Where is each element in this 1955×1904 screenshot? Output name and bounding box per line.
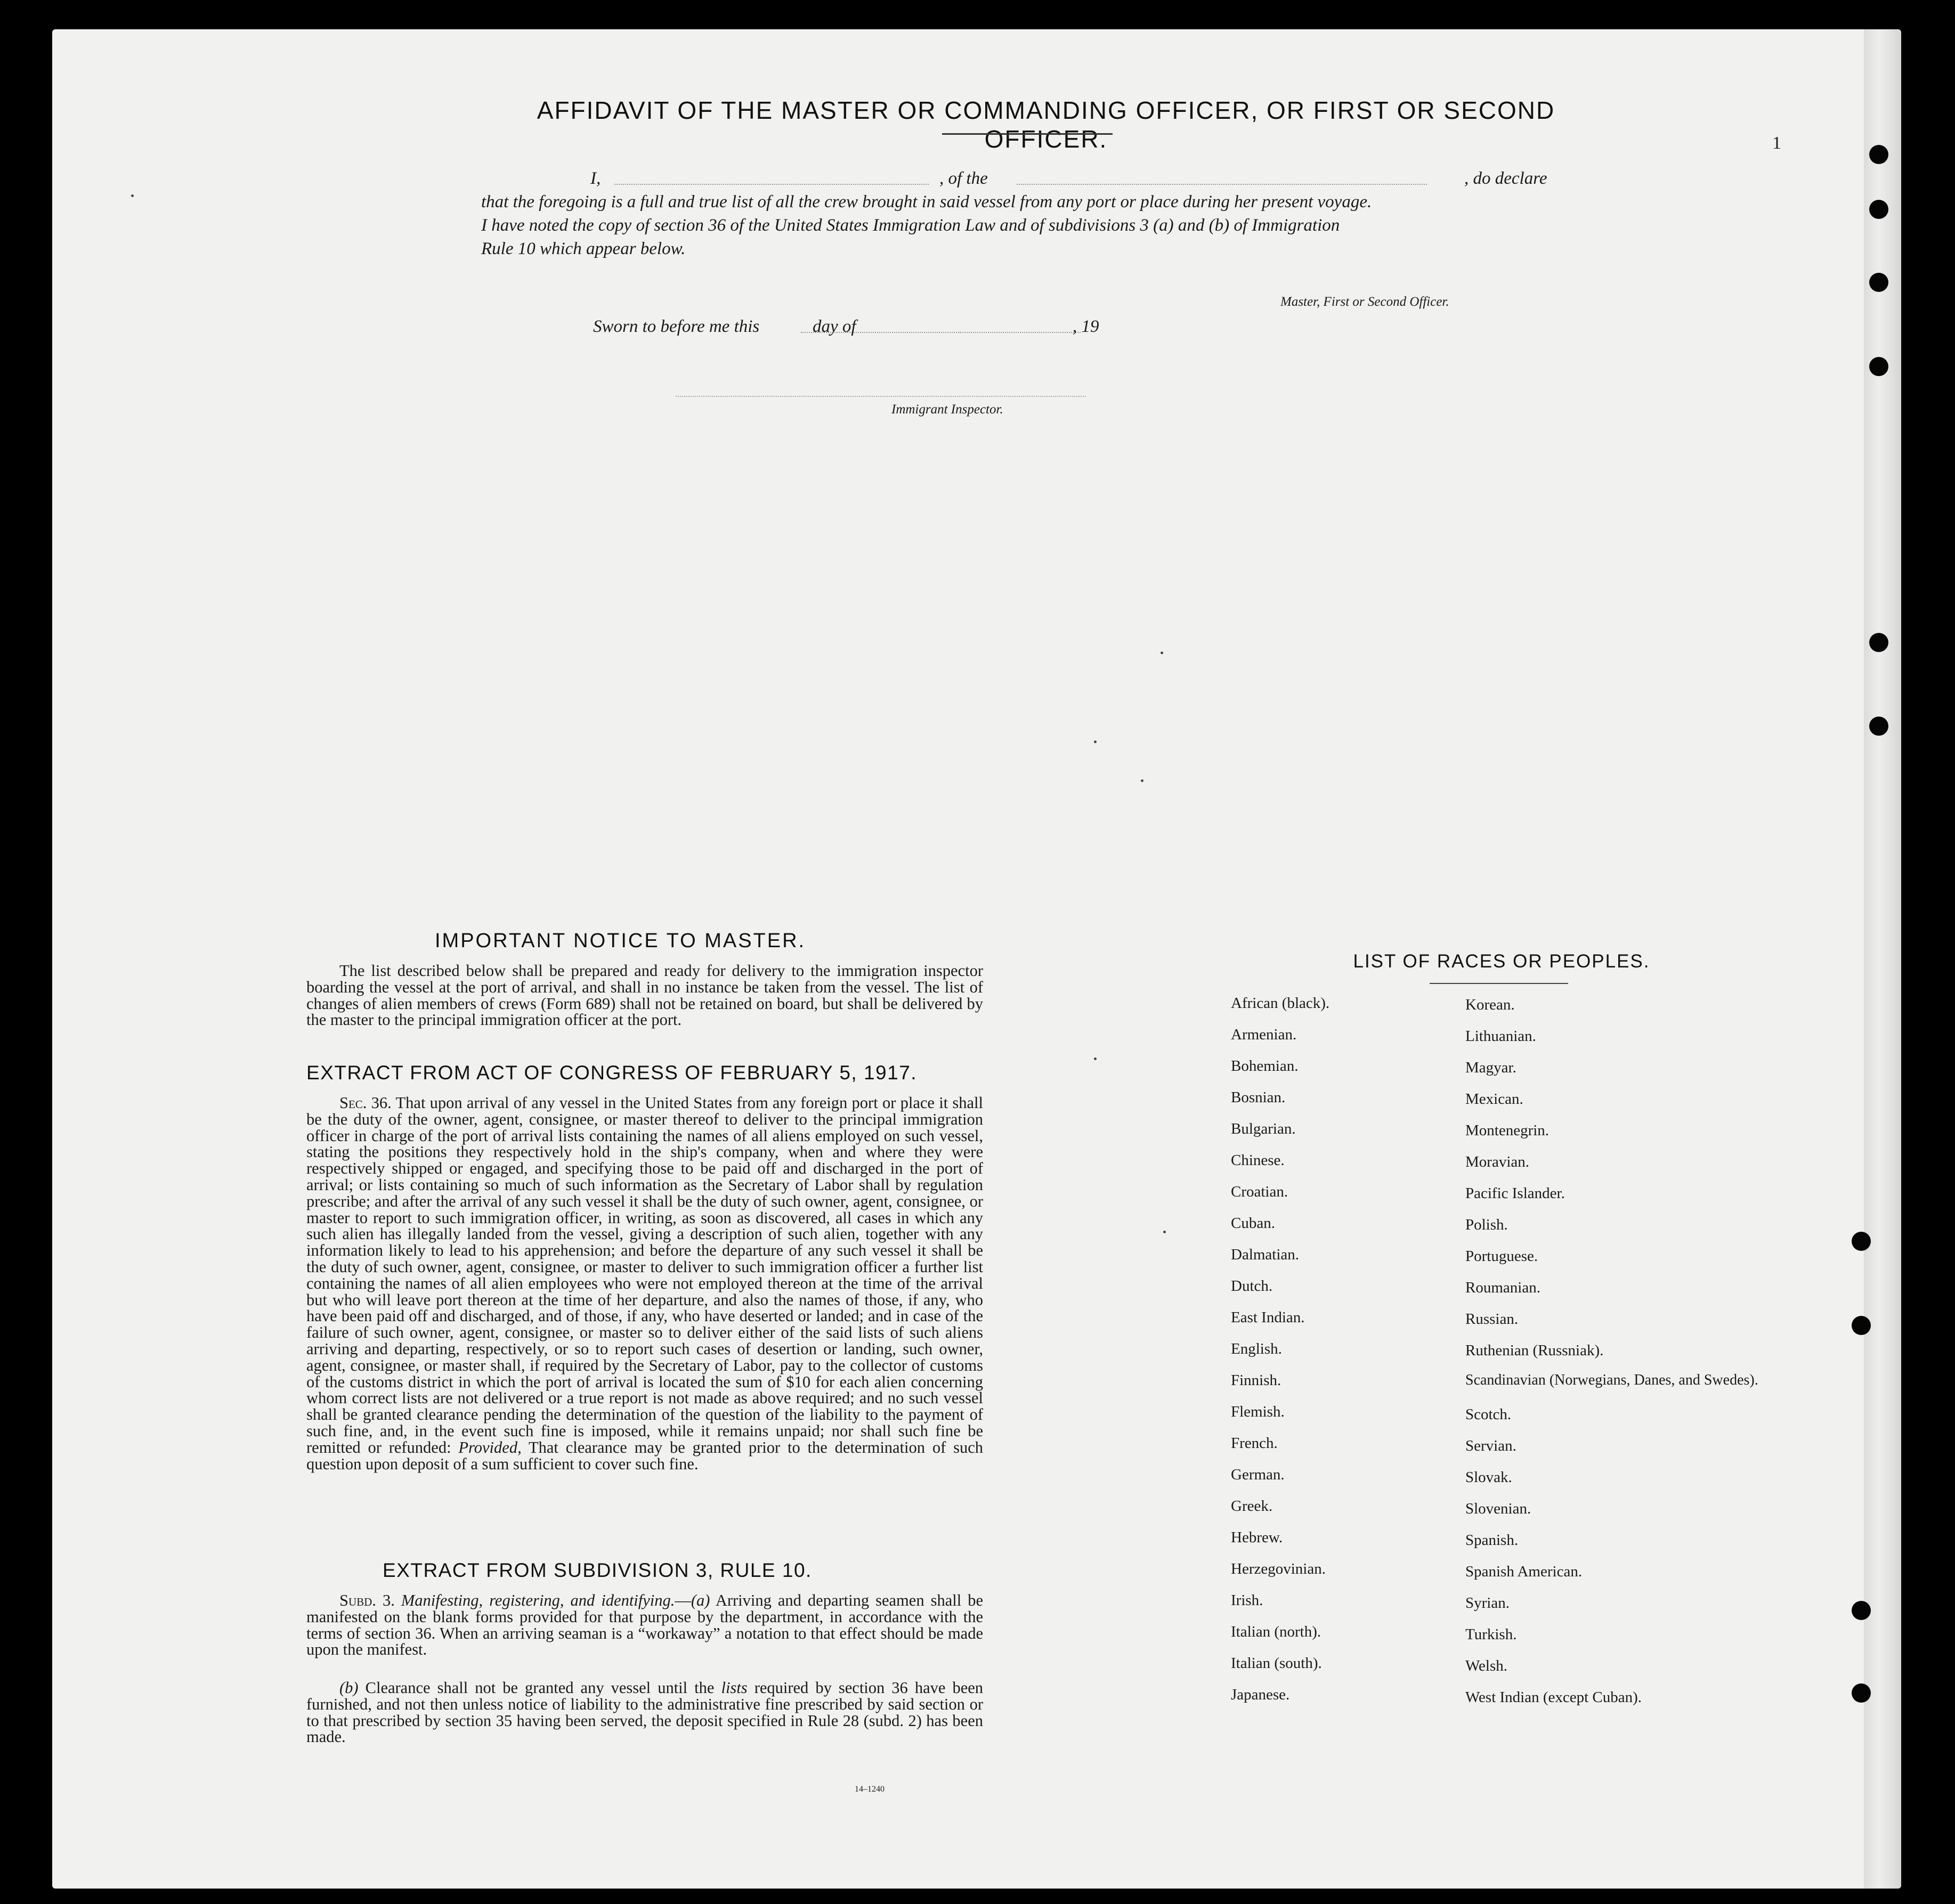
stray-mark — [1141, 779, 1143, 782]
race-item: Turkish. — [1465, 1626, 1517, 1643]
para-b-pre: Clearance shall not be granted any vessel until the — [365, 1679, 715, 1697]
race-item: East Indian. — [1231, 1309, 1305, 1326]
race-item: Slovak. — [1465, 1469, 1512, 1486]
race-item: Lithuanian. — [1465, 1028, 1536, 1045]
race-item: Italian (south). — [1231, 1655, 1322, 1672]
race-item: Japanese. — [1231, 1686, 1290, 1703]
punch-hole — [1852, 1683, 1871, 1703]
act-extract-text — [306, 1095, 983, 1472]
form-number: 14–1240 — [855, 1785, 885, 1794]
notice-text: The list described below shall be prepared and ready for delivery to the immigration inspector boarding the vessel at the port of arrival, and shall in no instance be taken from the vessel. The list of changes of alien members of crews (Form 689) shall not be retained on board, but shall be delivered by the master to the principal immigration officer at the port. — [306, 962, 983, 1029]
punch-hole — [1869, 717, 1888, 736]
race-item: Bohemian. — [1231, 1057, 1299, 1075]
race-item: Flemish. — [1231, 1403, 1285, 1420]
race-item: French. — [1231, 1435, 1278, 1452]
stray-mark — [1163, 1231, 1166, 1233]
race-item: Croatian. — [1231, 1183, 1288, 1200]
month-blank — [873, 332, 1081, 333]
punch-hole — [1869, 633, 1888, 652]
subd-heading: Manifesting, registering, and identifying. — [401, 1591, 675, 1609]
stray-mark — [1161, 652, 1163, 654]
i-label: I, — [590, 169, 601, 188]
race-item: Ruthenian (Russniak). — [1465, 1342, 1604, 1359]
race-item: Dalmatian. — [1231, 1246, 1300, 1263]
punch-hole — [1869, 200, 1888, 219]
section-label: Sec. 36. — [339, 1094, 392, 1112]
race-item: Herzegovinian. — [1231, 1560, 1326, 1577]
notice-title: IMPORTANT NOTICE TO MASTER. — [435, 930, 806, 952]
races-title: LIST OF RACES OR PEOPLES. — [1353, 951, 1650, 972]
day-of-label: day of — [813, 317, 856, 336]
name-blank — [614, 184, 929, 185]
rule-para-b — [306, 1680, 983, 1745]
para-b-post: required by section 36 have been furnished, and not then unless notice of liability to the administrative fine prescribed by said section or to that prescribed by section 35 having been served, the deposit specified in Rule 28 (subd. 2) has been made. — [306, 1679, 984, 1746]
race-item: Scandinavian (Norwegians, Danes, and Swedes). — [1465, 1372, 1758, 1388]
stray-mark — [1094, 741, 1097, 743]
document-page — [52, 29, 1901, 1889]
year-label: , 19 — [1073, 317, 1099, 336]
race-item: Portuguese. — [1465, 1248, 1538, 1265]
races-left-column — [1231, 995, 1329, 1718]
race-item: English. — [1231, 1340, 1282, 1357]
of-the-label: , of the — [939, 169, 988, 188]
race-item: Cuban. — [1231, 1215, 1275, 1232]
race-item: Irish. — [1231, 1592, 1263, 1609]
race-item: African (black). — [1231, 995, 1330, 1012]
master-signature-label: Master, First or Second Officer. — [1280, 295, 1449, 309]
race-item: Magyar. — [1465, 1059, 1516, 1076]
para-a-text: Arriving and departing seamen shall be manifested on the blank forms provided for that purpose by the department, in accordance with the terms of section 36. When an arriving seaman is a “workaway” a notation to that effect should be made upon the manifest. — [306, 1591, 983, 1659]
punch-hole — [1869, 145, 1888, 164]
races-right-column — [1465, 996, 1758, 1720]
rule-extract-title: EXTRACT FROM SUBDIVISION 3, RULE 10. — [383, 1559, 812, 1581]
race-item: Slovenian. — [1465, 1500, 1531, 1517]
inspector-blank — [676, 396, 1086, 397]
race-item: Polish. — [1465, 1216, 1508, 1233]
race-item: Greek. — [1231, 1498, 1273, 1515]
para-b-lists: lists — [721, 1679, 748, 1697]
punch-hole — [1852, 1232, 1871, 1251]
section-text-end: That clearance may be granted prior to the determination of such question upon deposit of a sum sufficient to cover such fine. — [306, 1438, 984, 1473]
race-item: Dutch. — [1231, 1278, 1273, 1295]
affidavit-title: AFFIDAVIT OF THE MASTER OR COMMANDING OFFICER, OR FIRST OR SECOND OFFICER. — [537, 96, 1555, 153]
affidavit-line-2: that the foregoing is a full and true list of all the crew brought in said vessel from any port or place during her present voyage. — [481, 192, 1372, 211]
race-item: Roumanian. — [1465, 1279, 1540, 1296]
stray-mark — [1094, 1057, 1097, 1060]
provided-label: Provided, — [458, 1438, 522, 1457]
races-rule — [1430, 983, 1568, 984]
stray-mark — [131, 194, 134, 197]
race-item: German. — [1231, 1466, 1285, 1483]
bleed-through — [1773, 29, 1848, 59]
page-number: 1 — [1772, 133, 1781, 153]
race-item: Armenian. — [1231, 1026, 1297, 1043]
race-item: Chinese. — [1231, 1152, 1285, 1169]
inspector-label: Immigrant Inspector. — [891, 402, 1003, 417]
race-item: Scotch. — [1465, 1406, 1512, 1423]
para-a-label: (a) — [691, 1591, 710, 1609]
race-item: Servian. — [1465, 1437, 1516, 1454]
race-item: Montenegrin. — [1465, 1122, 1550, 1139]
declare-label: , do declare — [1464, 169, 1547, 188]
rule-para-a: Subd. 3. Manifesting, registering, and identifying.—(a) Arriving and departing seamen shall be manifested on the blank forms provided for that purpose by the department, in accordance with the terms of section 36. When an arriving seaman is a “workaway” a notation to that effect should be made upon the manifest. — [306, 1591, 983, 1659]
title-rule — [942, 133, 1113, 135]
affidavit-line-4: Rule 10 which appear below. — [481, 239, 686, 258]
punch-hole — [1869, 357, 1888, 376]
race-item: Italian (north). — [1231, 1623, 1321, 1640]
punch-hole — [1852, 1601, 1871, 1620]
race-item: Korean. — [1465, 996, 1515, 1013]
race-item: Russian. — [1465, 1311, 1519, 1328]
race-item: Spanish. — [1465, 1532, 1519, 1549]
race-item: Pacific Islander. — [1465, 1185, 1565, 1202]
race-item: Bulgarian. — [1231, 1120, 1296, 1137]
race-item: Finnish. — [1231, 1372, 1281, 1389]
sworn-label: Sworn to before me this — [593, 317, 760, 336]
race-item: Bosnian. — [1231, 1089, 1286, 1106]
affidavit-line-3: I have noted the copy of section 36 of the United States Immigration Law and of subdivisions 3 (a) and (b) of Immigration — [481, 216, 1340, 235]
act-extract-title: EXTRACT FROM ACT OF CONGRESS OF FEBRUARY 5, 1917. — [306, 1062, 918, 1084]
race-item: Moravian. — [1465, 1153, 1529, 1170]
race-item: Hebrew. — [1231, 1529, 1283, 1546]
race-item: Syrian. — [1465, 1594, 1510, 1612]
para-b-label: (b) — [339, 1679, 359, 1697]
vessel-blank — [1017, 184, 1427, 185]
subd-label: Subd. 3. — [339, 1591, 395, 1609]
race-item: Spanish American. — [1465, 1563, 1583, 1580]
race-item: Welsh. — [1465, 1657, 1508, 1674]
section-text: That upon arrival of any vessel in the United States from any foreign port or place it shall be the duty of the owner, agent, consignee, or master thereof to deliver to the principal immigration officer in charge of the port of arrival lists containing the names of all aliens employed on such vessel, stating the positions they respectively hold in the ship's company, when and where they were respectively shipped or engaged, and specifying those to be paid off and discharged in the port of arrival; or lists containing so much of such information as the Secretary of Labor shall by regulation prescribe; and after the arrival of any such vessel it shall be the duty of such owner, agent, consignee, or master to report to such immigration officer, in writing, as soon as discovered, all cases in which any such alien has illegally landed from the vessel, giving a description of such alien, together with any information likely to lead to his apprehension; and before the departure of any such vessel it shall be the duty of such owner, agent, consignee, or master to deliver to such immigration officer a further list containing the names of all alien employees who were not employed thereon at the time of the arrival but who will leave port thereon at the time of her departure, and also the names of those, if any, who have been paid off and discharged, and of those, if any, who have deserted or landed; and in case of the failure of such owner, agent, consignee, or master so to deliver either of the said lists of such aliens arriving and departing, respectively, or so to report such cases of desertion or landing, such owner, agent, consignee, or master shall, if required by the Secretary of Labor, pay to the collector of customs of the customs district in which the port of arrival is located the sum of $10 for each alien concerning whom correct lists are not delivered or a true report is not made as above required; and no such vessel shall be granted clearance pending the determination of the question of the liability to the payment of such fine, and, in the event such fine is imposed, while it remains unpaid; nor shall such fine be remitted or refunded: — [306, 1094, 984, 1457]
punch-hole — [1869, 273, 1888, 292]
race-item: West Indian (except Cuban). — [1465, 1689, 1642, 1706]
punch-hole — [1852, 1316, 1871, 1335]
race-item: Mexican. — [1465, 1091, 1523, 1108]
